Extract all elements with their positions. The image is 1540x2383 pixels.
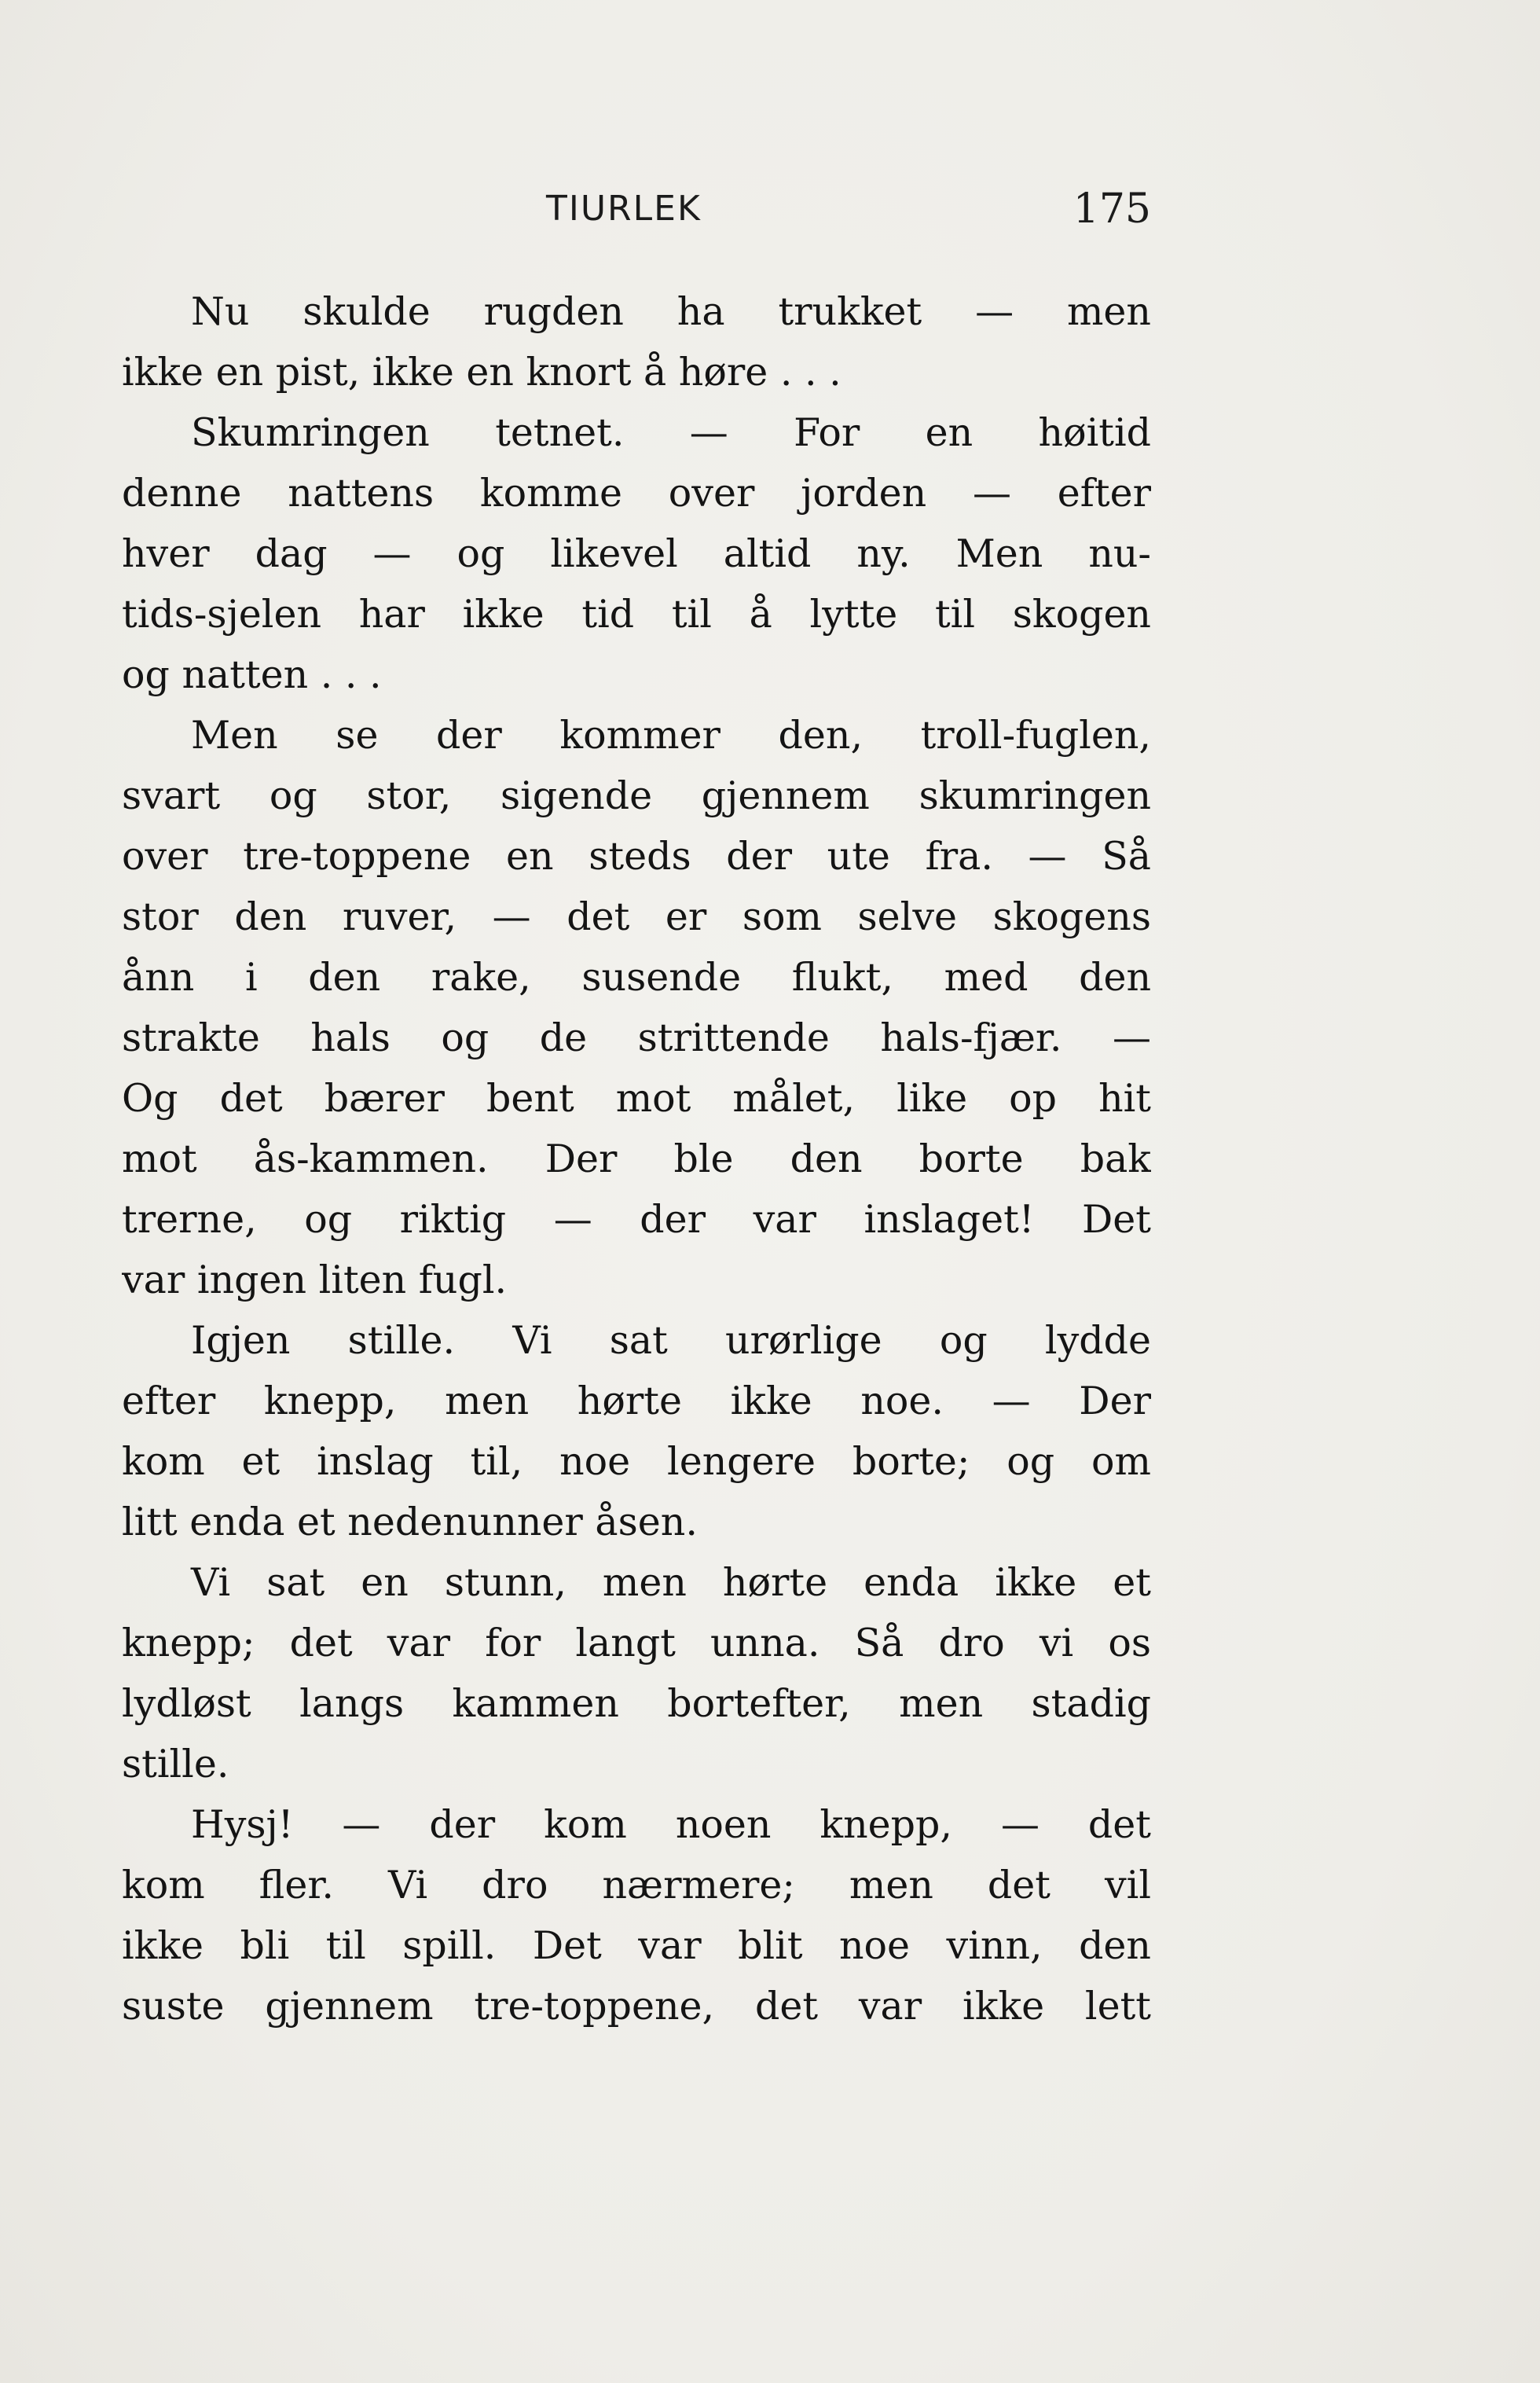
text-line: denne nattens komme over jorden — efter bbox=[122, 471, 1151, 516]
text-line: kom et inslag til, noe lengere borte; og om bbox=[122, 1439, 1151, 1484]
text-line: var ingen liten fugl. bbox=[122, 1258, 508, 1302]
text-line: hver dag — og likevel altid ny. Men nu- bbox=[122, 531, 1151, 576]
text-line: over tre-toppene en steds der ute fra. — Så bbox=[122, 834, 1151, 879]
text-line: Og det bærer bent mot målet, like op hit bbox=[122, 1076, 1151, 1121]
text-line: Hysj! — der kom noen knepp, — det bbox=[191, 1802, 1151, 1847]
text-line: svart og stor, sigende gjennem skumringen bbox=[122, 773, 1151, 818]
text-line: Men se der kommer den, troll-fuglen, bbox=[191, 713, 1151, 758]
running-title: TIURLEK bbox=[546, 189, 702, 229]
text-line: litt enda et nedenunner åsen. bbox=[122, 1500, 698, 1544]
page-number: 175 bbox=[1072, 185, 1151, 233]
text-line: strakte hals og de strittende hals-fjær. — bbox=[122, 1015, 1151, 1060]
text-line: mot ås-kammen. Der ble den borte bak bbox=[122, 1136, 1151, 1181]
text-line: tids-sjelen har ikke tid til å lytte til skogen bbox=[122, 592, 1151, 637]
text-line: og natten . . . bbox=[122, 652, 382, 697]
text-line: Vi sat en stunn, men hørte enda ikke et bbox=[191, 1560, 1151, 1605]
text-line: Nu skulde rugden ha trukket — men bbox=[191, 289, 1151, 334]
text-line: efter knepp, men hørte ikke noe. — Der bbox=[122, 1379, 1151, 1423]
text-line: ikke en pist, ikke en knort å høre . . . bbox=[122, 350, 842, 395]
text-line: stille. bbox=[122, 1742, 229, 1786]
text-line: ånn i den rake, susende flukt, med den bbox=[122, 955, 1151, 1000]
text-line: lydløst langs kammen bortefter, men stadig bbox=[122, 1681, 1151, 1726]
text-line: knepp; det var for langt unna. Så dro vi os bbox=[122, 1621, 1151, 1665]
body-text bbox=[122, 281, 1151, 2036]
text-line: Igjen stille. Vi sat urørlige og lydde bbox=[191, 1318, 1151, 1363]
text-line: kom fler. Vi dro nærmere; men det vil bbox=[122, 1863, 1151, 1908]
text-line: trerne, og riktig — der var inslaget! Det bbox=[122, 1197, 1151, 1242]
text-line: Skumringen tetnet. — For en høitid bbox=[191, 410, 1151, 455]
text-line: suste gjennem tre-toppene, det var ikke lett bbox=[122, 1984, 1151, 2029]
text-line: ikke bli til spill. Det var blit noe vinn, den bbox=[122, 1923, 1151, 1968]
text-line: stor den ruver, — det er som selve skogens bbox=[122, 894, 1151, 939]
page-header bbox=[122, 182, 1151, 237]
